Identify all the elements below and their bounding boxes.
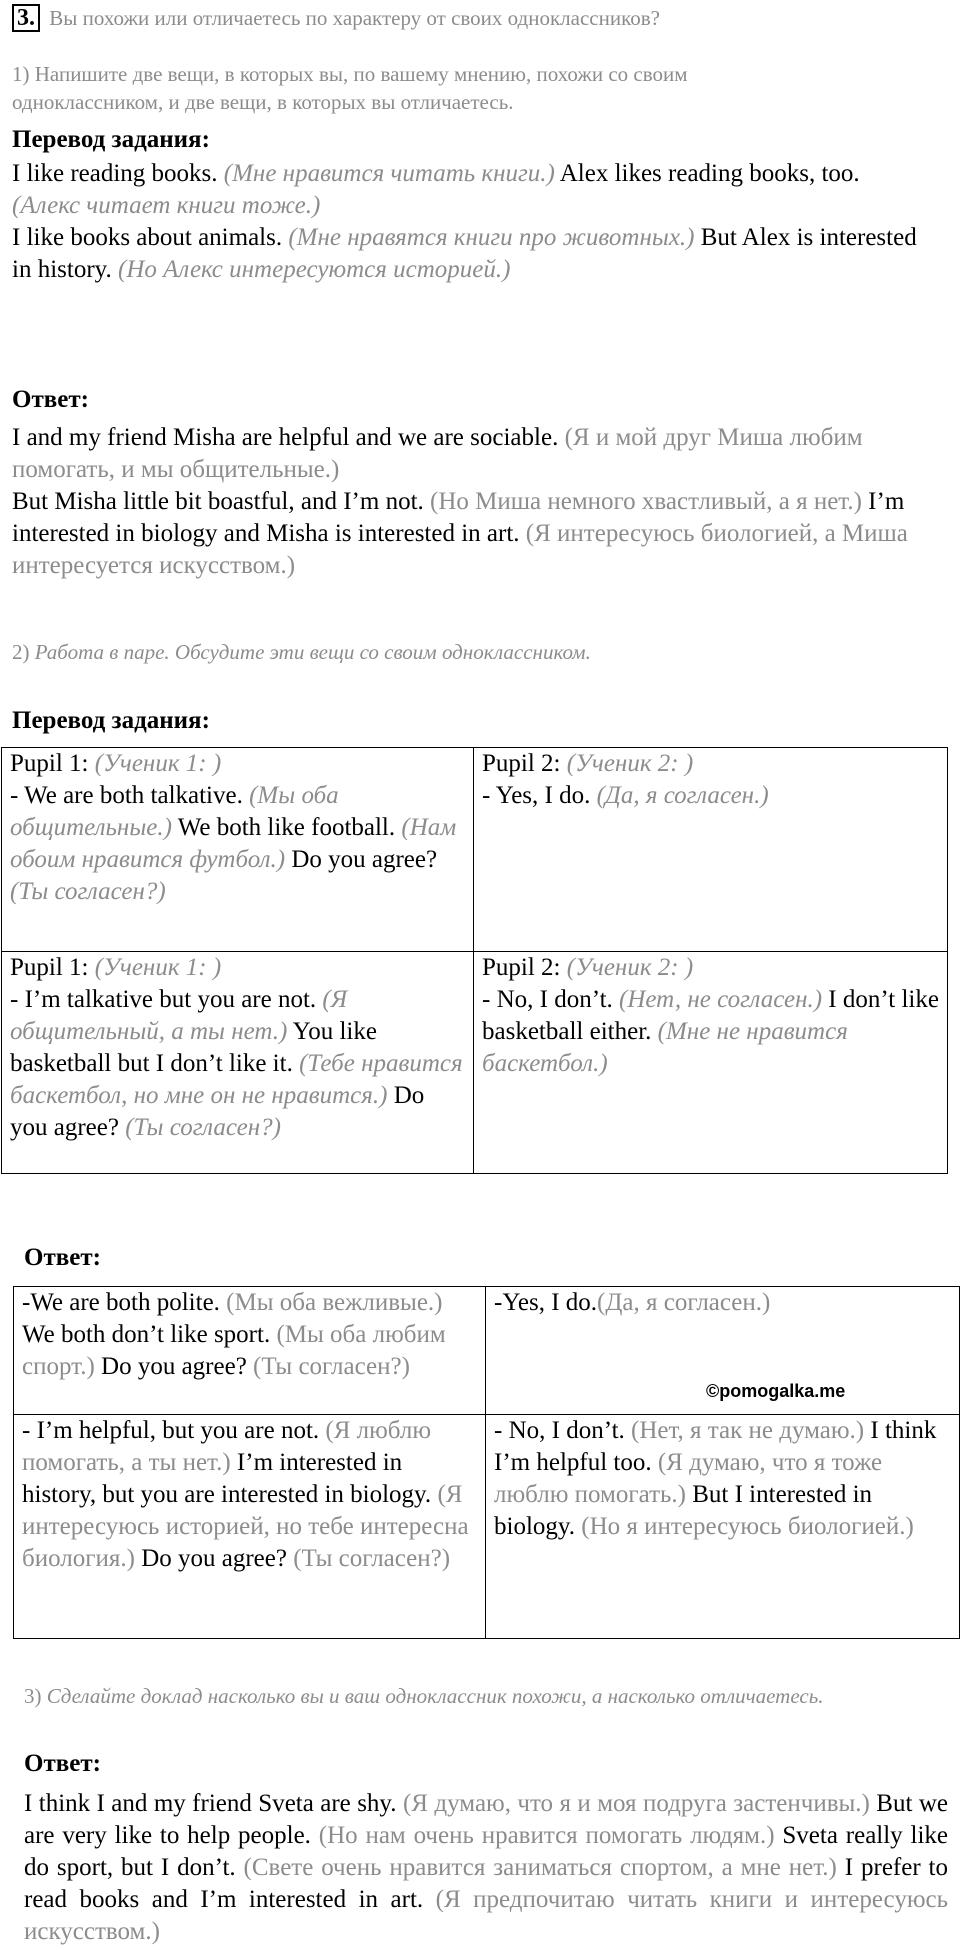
part2-instruction-text: Работа в паре. Обсудите эти вещи со своим одноклассником. [34, 640, 591, 664]
line-ru: (Да, я согласен.) [596, 782, 769, 809]
task-number: 3. [12, 4, 40, 32]
speaker-label-ru: (Ученик 1: ) [94, 750, 222, 777]
line-en: - No, I don’t. [494, 1417, 625, 1444]
line-en: But I interested in biology. [494, 1481, 873, 1540]
watermark: ©pomogalka.me [706, 1381, 846, 1401]
line-ru: (Я думаю, что я тоже люблю помогать.) [494, 1449, 883, 1508]
table-cell [14, 1415, 486, 1639]
part3-answer [24, 1788, 948, 1948]
answer-en: I and my friend Misha are helpful and we are sociable. [12, 424, 559, 451]
table-cell [2, 952, 474, 1174]
answer-en: I prefer to read books and I’m interested in art. [24, 1854, 948, 1913]
translation-ru: (Мне нравятся книги про животных.) [288, 224, 695, 251]
speaker-label: Pupil 2: [482, 750, 561, 777]
line-en: Do you agree? [291, 846, 438, 873]
line-ru: (Ты согласен?) [253, 1353, 410, 1380]
table-row [14, 1287, 960, 1415]
answer-en: I think I and my friend Sveta are shy. [24, 1790, 397, 1817]
part2-instruction-num: 2) [12, 640, 30, 664]
speaker-label-ru: (Ученик 1: ) [94, 954, 222, 981]
line-en: Do you agree? [10, 1082, 425, 1141]
line-en: -Yes, I do. [494, 1289, 598, 1316]
translation-en: I like books about animals. [12, 224, 283, 251]
part3-instruction-text: Сделайте доклад насколько вы и ваш одноклассник похожи, а насколько отличаетесь. [46, 1684, 824, 1708]
translation-en: But Alex is interested in history. [12, 224, 917, 283]
speaker-label: Pupil 2: [482, 954, 561, 981]
translation-ru: (Но Алекс интересуются историей.) [118, 256, 511, 283]
answer-en: I’m interested in biology and Misha is interested in art. [12, 488, 905, 547]
line-ru: (Нет, я так не думаю.) [631, 1417, 865, 1444]
line-en: I think I’m helpful too. [494, 1417, 937, 1476]
line-ru: (Да, я согласен.) [597, 1289, 771, 1316]
line-ru: (Ты согласен?) [10, 878, 166, 905]
task-header [12, 4, 952, 32]
line-en: Do you agree? [141, 1545, 287, 1572]
answer-ru: (Я думаю, что я и моя подруга застенчивы.) [402, 1790, 870, 1817]
part3-instruction-num: 3) [24, 1684, 42, 1708]
table-cell [474, 748, 948, 952]
line-ru: (Я интересуюсь историей, но тебе интересна биология.) [22, 1481, 469, 1572]
line-en: - We are both talkative. [10, 782, 243, 809]
line-en: -We are both polite. [22, 1289, 220, 1316]
task-question: Вы похожи или отличаетесь по характеру от своих одноклассников? [49, 6, 660, 30]
part1-answer [12, 422, 922, 582]
line-en: - I’m helpful, but you are not. [22, 1417, 320, 1444]
table-row [2, 748, 948, 952]
line-ru: (Нет, не согласен.) [619, 986, 823, 1013]
part2-answer-heading: Ответ: [24, 1244, 101, 1271]
line-ru: (Я люблю помогать, а ты нет.) [22, 1417, 432, 1476]
line-ru: (Мне не нравится баскетбол.) [482, 1018, 848, 1077]
part3-instruction [24, 1682, 944, 1710]
part3-answer-heading: Ответ: [24, 1750, 101, 1777]
translation-ru: (Мне нравится читать книги.) [223, 160, 555, 187]
line-ru: (Мы оба вежливые.) [226, 1289, 443, 1316]
dialogue-answer-table [13, 1286, 960, 1639]
answer-ru: (Но Миша немного хвастливый, а я нет.) [430, 488, 862, 515]
answer-ru: (Я интересуюсь биологией, а Миша интересуется искусством.) [12, 520, 908, 579]
table-cell [486, 1415, 960, 1639]
part1-instruction: 1) Напишите две вещи, в которых вы, по вашему мнению, похожи со своим одноклассником, и две вещи, в которых вы отличаетесь. [12, 62, 688, 114]
line-ru: (Я общительный, а ты нет.) [10, 986, 348, 1045]
part1-translation-heading: Перевод задания: [12, 126, 210, 153]
table-cell [474, 952, 948, 1174]
answer-en: But we are very like to help people. [24, 1790, 948, 1849]
line-en: I don’t like basketball either. [482, 986, 939, 1045]
line-en: - I’m talkative but you are not. [10, 986, 317, 1013]
line-en: - No, I don’t. [482, 986, 613, 1013]
translation-ru: (Алекс читает книги тоже.) [12, 192, 321, 219]
table-cell [14, 1287, 486, 1415]
answer-en: But Misha little bit boastful, and I’m not. [12, 488, 424, 515]
line-en: We both like football. [177, 814, 396, 841]
line-en: I’m interested in history, but you are interested in biology. [22, 1449, 432, 1508]
table-cell [486, 1287, 960, 1415]
line-ru: (Нам обоим нравится футбол.) [10, 814, 457, 873]
part2-translation-heading: Перевод задания: [12, 707, 210, 734]
answer-ru: (Свете очень нравится заниматься спортом, а мне нет.) [243, 1854, 837, 1881]
line-ru: (Мы оба общительные.) [10, 782, 339, 841]
speaker-label: Pupil 1: [10, 750, 89, 777]
answer-en: Sveta really like do sport, but I don’t. [24, 1822, 948, 1881]
speaker-label-ru: (Ученик 2: ) [566, 954, 694, 981]
answer-ru: (Я и мой друг Миша любим помогать, и мы общительные.) [12, 424, 863, 483]
line-ru: (Ты согласен?) [293, 1545, 451, 1572]
part2-instruction [12, 638, 932, 666]
answer-ru: (Но нам очень нравится помогать людям.) [318, 1822, 775, 1849]
part1-translation [12, 158, 932, 286]
speaker-label-ru: (Ученик 2: ) [566, 750, 694, 777]
line-ru: (Ты согласен?) [125, 1114, 281, 1141]
table-row [14, 1415, 960, 1639]
table-cell [2, 748, 474, 952]
dialogue-translation-table [1, 747, 948, 1174]
line-ru: (Тебе нравится баскетбол, но мне он не нравится.) [10, 1050, 463, 1109]
line-en: Do you agree? [101, 1353, 247, 1380]
speaker-label: Pupil 1: [10, 954, 89, 981]
line-en: We both don’t like sport. [22, 1321, 271, 1348]
answer-ru: (Я предпочитаю читать книги и интересуюсь искусством.) [24, 1886, 948, 1945]
part1-answer-heading: Ответ: [12, 386, 89, 413]
translation-en: I like reading books. [12, 160, 218, 187]
translation-en: Alex likes reading books, too. [559, 160, 860, 187]
table-row [2, 952, 948, 1174]
line-ru: (Но я интересуюсь биологией.) [581, 1513, 914, 1540]
line-en: You like basketball but I don’t like it. [10, 1018, 377, 1077]
line-en: - Yes, I do. [482, 782, 591, 809]
line-ru: (Мы оба любим спорт.) [22, 1321, 446, 1380]
